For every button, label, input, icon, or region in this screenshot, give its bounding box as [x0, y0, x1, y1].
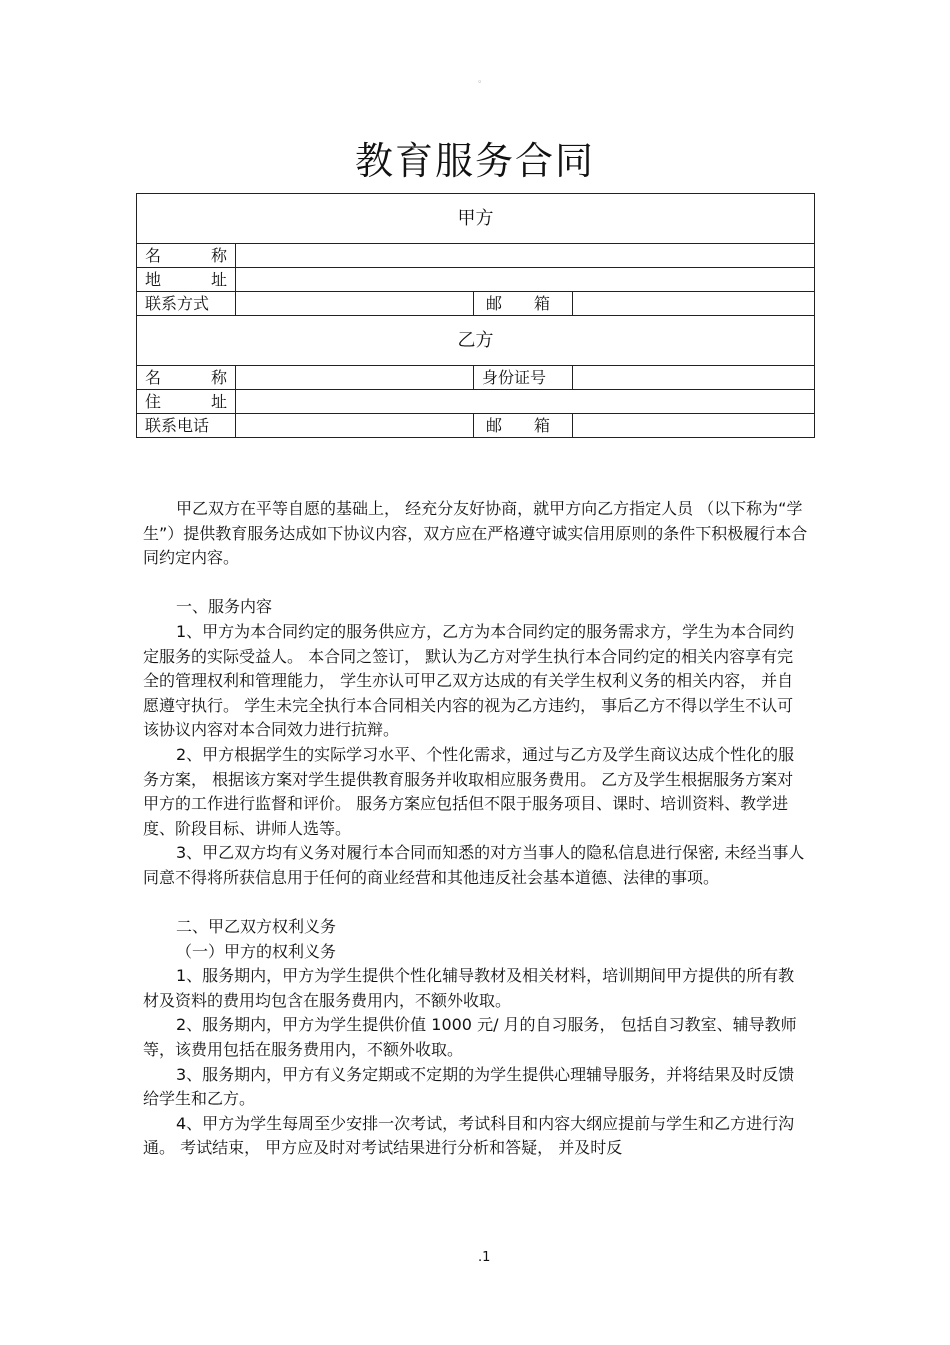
contract-body — [143, 497, 809, 1161]
party-a-name-field[interactable] — [236, 244, 815, 268]
page-number: .1 — [478, 1250, 491, 1265]
section-1-clause-2: 2、甲方根据学生的实际学习水平、个性化需求，通过与乙方及学生商议达成个性化的服务方案， 根据该方案对学生提供教育服务并收取相应服务费用。 乙方及学生根据服务方案对甲方的工作进行监督和评价。 服务方案应包括但不限于服务项目、课时、培训资料、教学进度、阶段目标、讲师人选等。 — [143, 744, 795, 838]
top-mark: 。 — [478, 75, 488, 85]
party-a-email-field[interactable] — [573, 292, 815, 316]
party-b-name-field[interactable] — [236, 366, 474, 390]
party-b-id-label: 身份证号 — [474, 366, 573, 390]
party-a-heading: 甲方 — [137, 194, 815, 244]
section-2-subtitle: （一）甲方的权利义务 — [176, 941, 337, 961]
section-1-clause-3: 3、甲乙双方均有义务对履行本合同而知悉的对方当事人的隐私信息进行保密, 未经当事人同意不得将所获信息用于任何的商业经营和其他违反社会基本道德、法律的事项。 — [143, 843, 805, 887]
party-a-contact-row — [137, 292, 815, 316]
party-a-name-row — [137, 244, 815, 268]
section-2-title: 二、甲乙双方权利义务 — [176, 917, 337, 937]
party-b-heading: 乙方 — [137, 316, 815, 366]
party-a-address-label: 地 址 — [137, 268, 236, 292]
party-a-address-field[interactable] — [236, 268, 815, 292]
section-2-clause-1: 1、服务期内，甲方为学生提供个性化辅导教材及相关材料，培训期间甲方提供的所有教材及资料的费用均包含在服务费用内，不额外收取。 — [143, 966, 795, 1010]
party-b-address-row — [137, 390, 815, 414]
section-2-clause-3: 3、服务期内，甲方有义务定期或不定期的为学生提供心理辅导服务，并将结果及时反馈给学生和乙方。 — [143, 1064, 795, 1109]
party-b-name-row — [137, 366, 815, 390]
party-b-address-label: 住 址 — [137, 390, 236, 414]
party-a-header-row — [137, 194, 815, 244]
section-1-clause-1: 1、甲方为本合同约定的服务供应方，乙方为本合同约定的服务需求方，学生为本合同约定服务的实际受益人。 本合同之签订， 默认为乙方对学生执行本合同约定的相关内容享有完全的管理权利和管理能力， 学生亦认可甲乙双方达成的有关学生权利义务的相关内容， 并自愿遵守执行。 学生未完全执行本合同相关内容的视为乙方违约， 事后乙方不得以学生不认可该协议内容对本合同效力进行抗辩。 — [143, 621, 795, 740]
party-b-header-row — [137, 316, 815, 366]
party-b-email-label: 邮 箱 — [474, 414, 573, 438]
section-2-clause-4: 4、甲方为学生每周至少安排一次考试，考试科目和内容大纲应提前与学生和乙方进行沟通。 考试结束， 甲方应及时对考试结果进行分析和答疑， 并及时反 — [143, 1113, 795, 1158]
section-1-title: 一、服务内容 — [176, 597, 273, 617]
party-b-phone-label: 联系电话 — [137, 414, 236, 438]
intro-paragraph: 甲乙双方在平等自愿的基础上， 经充分友好协商，就甲方向乙方指定人员 （以下称为“学生”）提供教育服务达成如下协议内容，双方应在严格遵守诚实信用原则的条件下积极履行本合同约定内容。 — [143, 499, 808, 568]
party-b-address-field[interactable] — [236, 390, 815, 414]
party-a-address-row — [137, 268, 815, 292]
party-b-name-label: 名 称 — [137, 366, 236, 390]
party-a-contact-field[interactable] — [236, 292, 474, 316]
section-2-clause-2: 2、服务期内，甲方为学生提供价值 1000 元/ 月的自习服务， 包括自习教室、辅导教师等，该费用包括在服务费用内，不额外收取。 — [143, 1015, 797, 1060]
party-a-email-label: 邮 箱 — [474, 292, 573, 316]
party-b-phone-row — [137, 414, 815, 438]
party-a-name-label: 名 称 — [137, 244, 236, 268]
party-info-table — [136, 193, 815, 438]
party-a-contact-label: 联系方式 — [137, 292, 236, 316]
party-b-email-field[interactable] — [573, 414, 815, 438]
page-title: 教育服务合同 — [354, 139, 595, 183]
party-b-id-field[interactable] — [573, 366, 815, 390]
party-b-phone-field[interactable] — [236, 414, 474, 438]
